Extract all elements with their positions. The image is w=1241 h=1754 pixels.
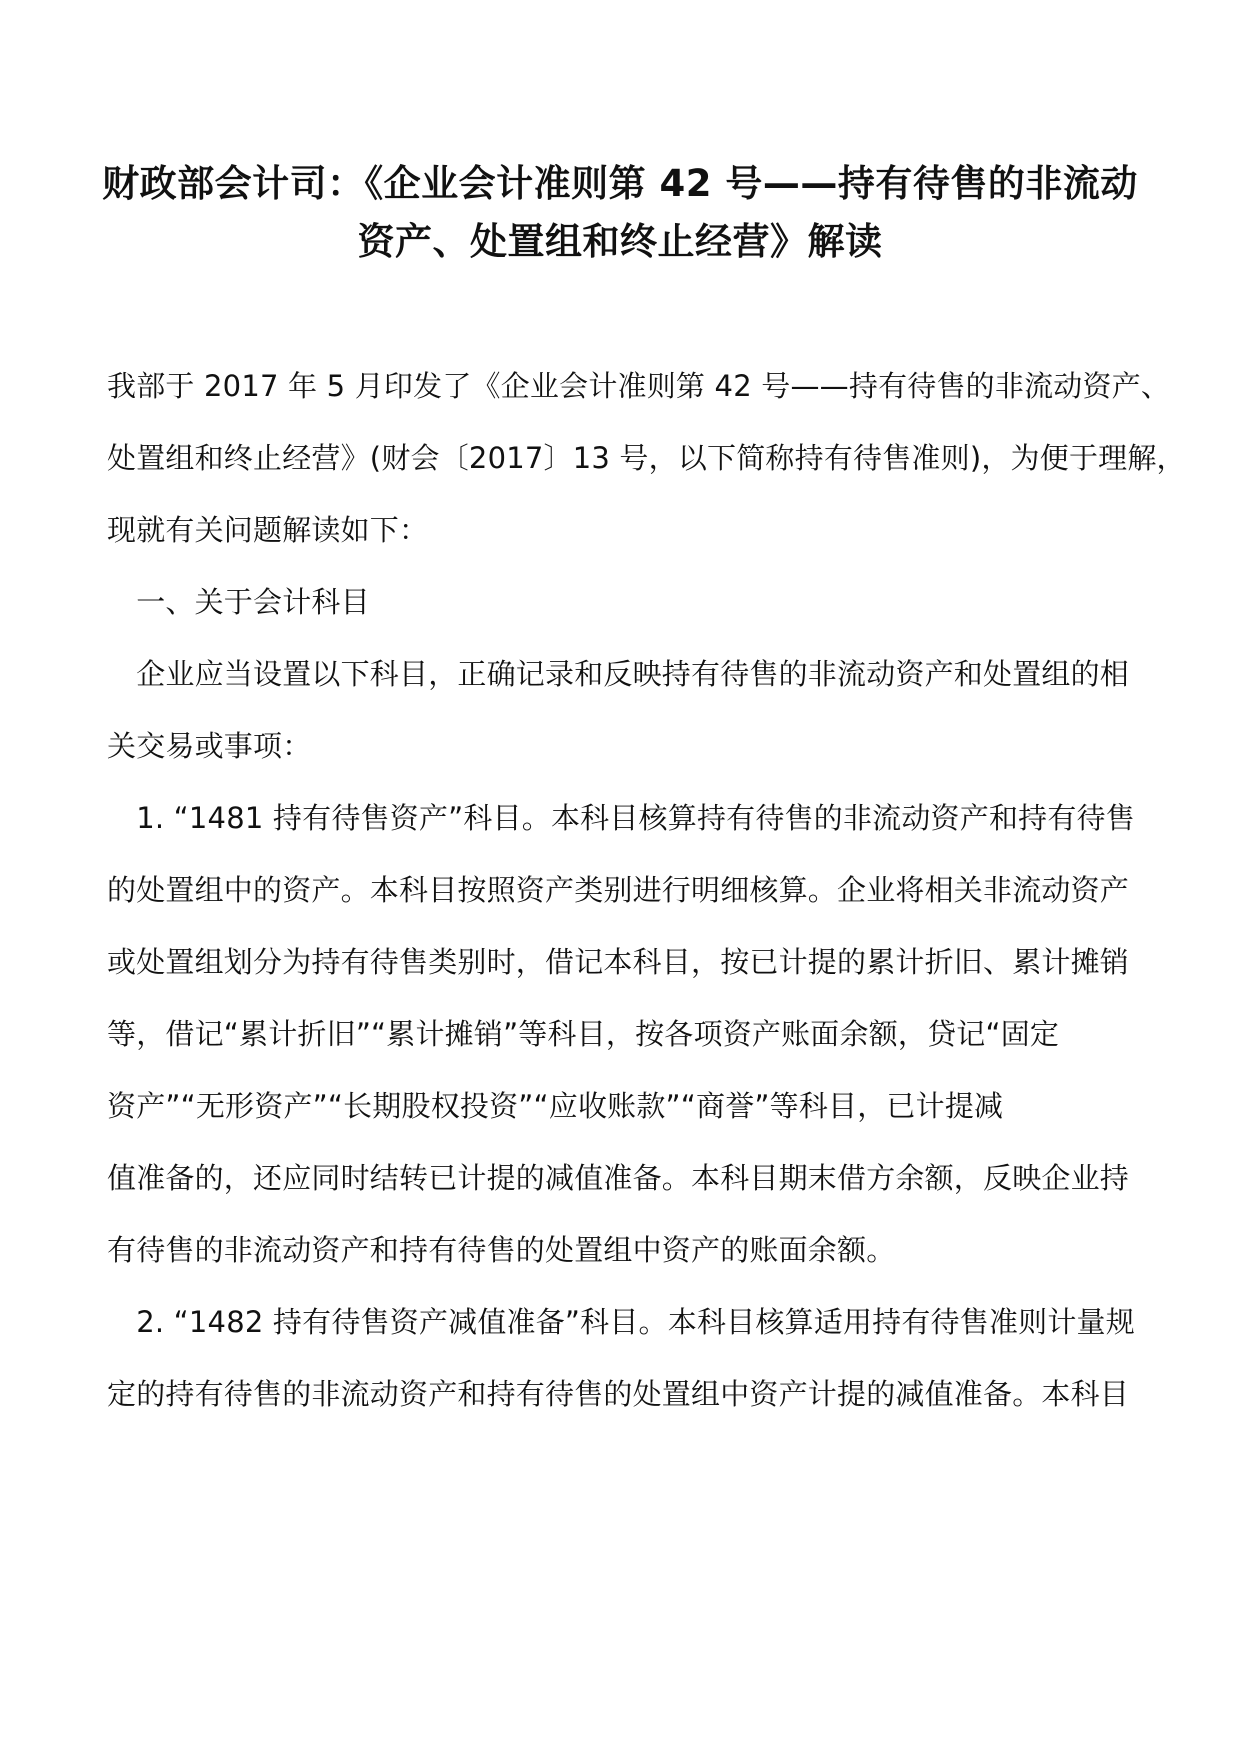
body-line-8: 的处置组中的资产。本科目按照资产类别进行明细核算。企业将相关非流动资产 [107,873,1130,907]
document-title-line-2: 资产、处置组和终止经营》解读 [357,220,883,263]
body-line-14: 2. “1482 持有待售资产减值准备”科目。本科目核算适用持有待售准则计量规 [107,1305,1135,1339]
body-line-1: 我部于 2017 年 5 月印发了《企业会计准则第 42 号——持有待售的非流动资产、 [107,369,1171,403]
body-line-3: 现就有关问题解读如下： [107,513,429,547]
body-line-10: 等，借记“累计折旧”“累计摊销”等科目，按各项资产账面余额，贷记“固定 [107,1017,1060,1051]
body-line-7: 1. “1481 持有待售资产”科目。本科目核算持有待售的非流动资产和持有待售 [107,801,1135,835]
body-line-2: 处置组和终止经营》(财会〔2017〕13 号，以下简称持有待售准则)，为便于理解， [107,441,1186,475]
document-title-line-1: 财政部会计司：《企业会计准则第 42 号——持有待售的非流动 [102,162,1138,205]
body-line-9: 或处置组划分为持有待售类别时，借记本科目，按已计提的累计折旧、累计摊销 [107,945,1130,979]
body-line-15: 定的持有待售的非流动资产和持有待售的处置组中资产计提的减值准备。本科目 [107,1377,1130,1411]
body-line-13: 有待售的非流动资产和持有待售的处置组中资产的账面余额。 [107,1233,896,1267]
body-line-12: 值准备的，还应同时结转已计提的减值准备。本科目期末借方余额，反映企业持 [107,1161,1130,1195]
body-line-5: 企业应当设置以下科目，正确记录和反映持有待售的非流动资产和处置组的相 [107,657,1130,691]
section-heading-accounts: 一、关于会计科目 [107,585,370,619]
body-line-6: 关交易或事项： [107,729,312,763]
body-line-11: 资产”“无形资产”“长期股权投资”“应收账款”“商誉”等科目，已计提减 [107,1089,1004,1123]
